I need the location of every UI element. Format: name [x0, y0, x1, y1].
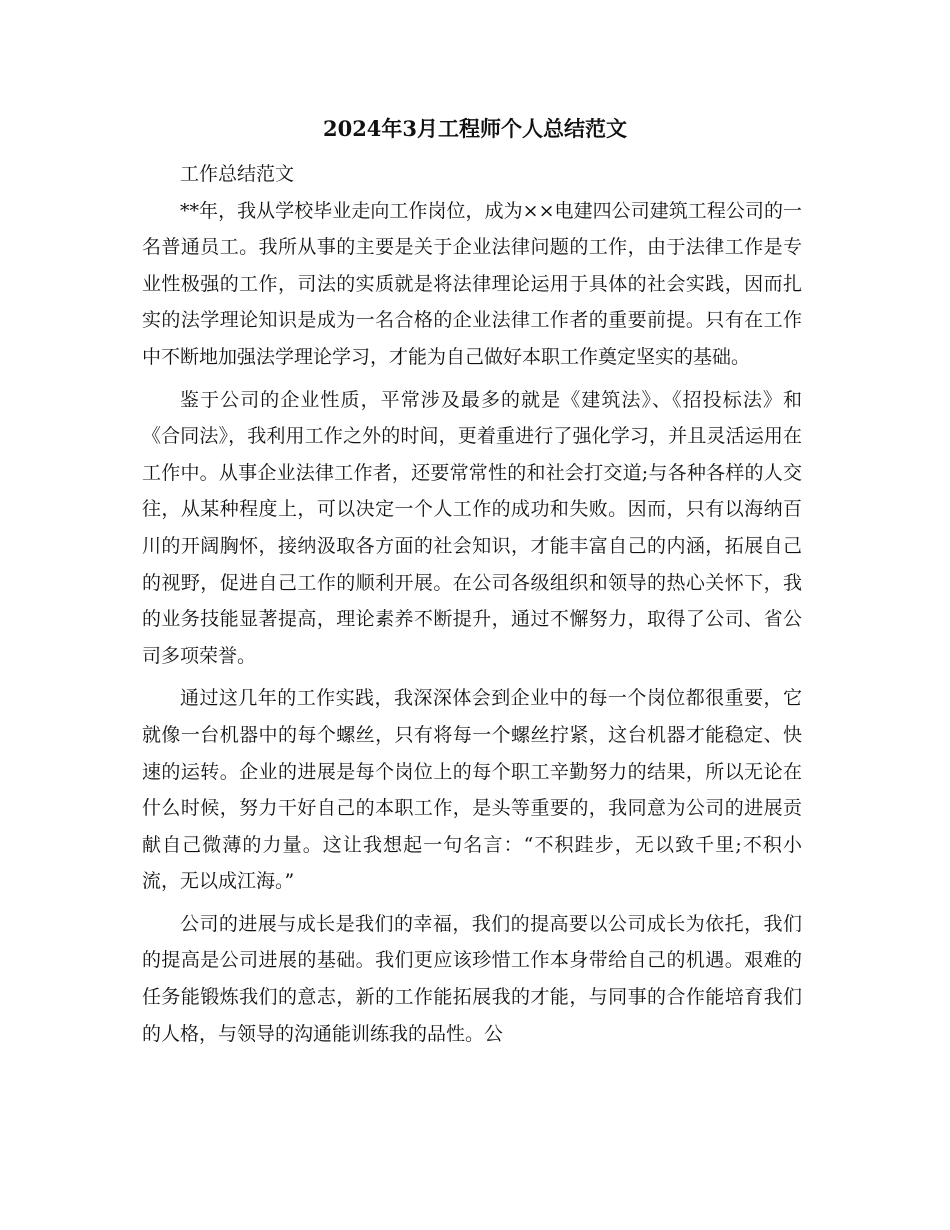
- paragraph: **年，我从学校毕业走向工作岗位，成为××电建四公司建筑工程公司的一名普通员工。我所从事的主要是关于企业法律问题的工作，由于法律工作是专业性极强的工作，司法的实质就是将法律理论运用于具体的社会实践，因而扎实的法学理论知识是成为一名合格的企业法律工作者的重要前提。只有在工作中不断地加强法学理论学习，才能为自己做好本职工作奠定坚实的基础。: [142, 199, 802, 368]
- paragraph: 通过这几年的工作实践，我深深体会到企业中的每一个岗位都很重要，它就像一台机器中的每个螺丝，只有将每一个螺丝拧紧，这台机器才能稳定、快速的运转。企业的进展是每个岗位上的每个职工辛勤努力的结果，所以无论在什么时候，努力干好自己的本职工作，是头等重要的，我同意为公司的进展贡献自己微薄的力量。这让我想起一句名言：“不积跬步，无以致千里;不积小流，无以成江海。”: [142, 687, 802, 893]
- paragraph: 鉴于公司的企业性质，平常涉及最多的就是《建筑法》、《招投标法》和《合同法》，我利用工作之外的时间，更着重进行了强化学习，并且灵活运用在工作中。从事企业法律工作者，还要常常性的和社会打交道;与各种各样的人交往，从某种程度上，可以决定一个人工作的成功和失败。因而，只有以海纳百川的开阔胸怀，接纳汲取各方面的社会知识，才能丰富自己的内涵，拓展自己的视野，促进自己工作的顺利开展。在公司各级组织和领导的热心关怀下，我的业务技能显著提高，理论素养不断提升，通过不懈努力，取得了公司、省公司多项荣誉。: [142, 388, 802, 667]
- document-body: [142, 156, 802, 1058]
- document-subtitle: 工作总结范文: [180, 163, 295, 185]
- document-title: 2024年3月工程师个人总结范文: [322, 116, 628, 141]
- paragraph: 公司的进展与成长是我们的幸福，我们的提高要以公司成长为依托，我们的提高是公司进展的基础。我们更应该珍惜工作本身带给自己的机遇。艰难的任务能锻炼我们的意志，新的工作能拓展我的才能，与同事的合作能培育我们的人格，与领导的沟通能训练我的品性。公: [142, 912, 802, 1045]
